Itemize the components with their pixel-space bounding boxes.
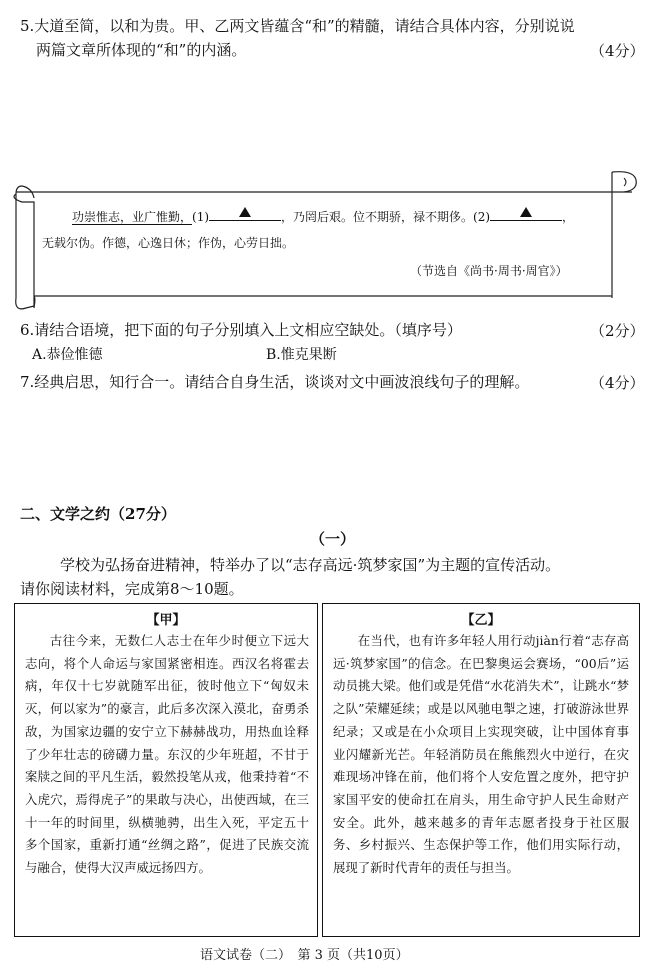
- section2-intro1: 学校为弘扬奋进精神，特举办了以“志存高远·筑梦家国”为主题的宣传活动。: [60, 556, 561, 574]
- q6-text: 6.请结合语境，把下面的句子分别填入上文相应空缺处。（填序号）: [20, 321, 462, 339]
- yi-title: 【乙】: [461, 613, 501, 628]
- yi-box: [322, 603, 640, 937]
- blank2-triangle-icon: [520, 207, 532, 217]
- page-footer: 语文试卷（二） 第 3 页（共10页）: [200, 948, 409, 963]
- blank1-triangle-icon: [239, 207, 251, 217]
- jia-text: 古往今来，无数仁人志士在年少时便立下远大志向，将个人命运与家国紧密相连。西汉名将霍去病，年仅十七岁就随军出征，彼时他立下“匈奴未灭，何以家为”的豪言，此后多次深入漠北，奋勇杀敌，为国家边疆的安宁立下赫赫战功，用热血诠释了少年壮志的磅礴力量。东汉的少年班超，不甘于案牍之间的平凡生活，毅然投笔从戎，他秉持着“不入虎穴，焉得虎子”的果敢与决心，出使西域，在三十一年的时间里，纵横驰骋，出生入死，平定五十多个国家，重新打通“丝绸之路”，促进了民族交流与融合，使得大汉声威远扬四方。: [25, 633, 309, 876]
- jia-box: [14, 603, 318, 937]
- q5-line1: 5.大道至简，以和为贵。甲、乙两文皆蕴含“和”的精髓，请结合具体内容，分别说说: [20, 17, 575, 35]
- q7-score: （4分）: [590, 374, 645, 392]
- section2-intro2: 请你阅读材料，完成第8～10题。: [20, 580, 244, 598]
- blank1-number: (1): [192, 210, 210, 224]
- scroll-line1: [72, 206, 574, 226]
- yi-text: 在当代，也有许多年轻人用行动jiàn行着“志存高远·筑梦家国”的信念。在巴黎奥运会赛场，“00后”运动员挑大梁。他们或是凭借“水花消失术”，让跳水“梦之队”荣耀延续；或是以风驰电掣之速，打破游泳世界纪录；又或是在小众项目上实现突破，让中国体育事业闪耀新光芒。年轻消防员在熊熊烈火中逆行，在灾难现场冲锋在前，他们将个人安危置之度外，把守护家国平安的使命扛在肩头，用生命守护人民生命财产安全。此外，越来越多的青年志愿者投身于社区服务、乡村振兴、生态保护等工作，他们用实际行动，展现了新时代青年的责任与担当。: [333, 633, 629, 876]
- blank2: [490, 206, 562, 221]
- blank1: [209, 206, 281, 221]
- section2-part: （一）: [310, 530, 356, 548]
- q6-score: （2分）: [590, 322, 645, 340]
- section2-heading: 二、文学之约（27分）: [20, 505, 176, 523]
- scroll-seg1: 功崇惟志，业广惟勤，: [72, 210, 193, 224]
- scroll-seg3: ，: [562, 210, 575, 224]
- q5-line2: 两篇文章所体现的“和”的内涵。: [36, 41, 247, 59]
- blank2-number: (2): [473, 210, 491, 224]
- scroll-line2: 无载尔伪。作德，心逸日休；作伪，心劳日拙。: [42, 236, 295, 250]
- q7-text: 7.经典启思，知行合一。请结合自身生活，谈谈对文中画波浪线句子的理解。: [20, 373, 530, 391]
- jia-title: 【甲】: [146, 613, 186, 628]
- q6-option-b: B.惟克果断: [266, 347, 337, 363]
- scroll-seg2: ，乃罔后艰。位不期骄，禄不期侈。: [281, 210, 474, 224]
- scroll-source: （节选自《尚书·周书·周官》）: [410, 264, 568, 278]
- q6-option-a: A.恭俭惟德: [32, 347, 103, 363]
- q5-score: （4分）: [590, 42, 645, 60]
